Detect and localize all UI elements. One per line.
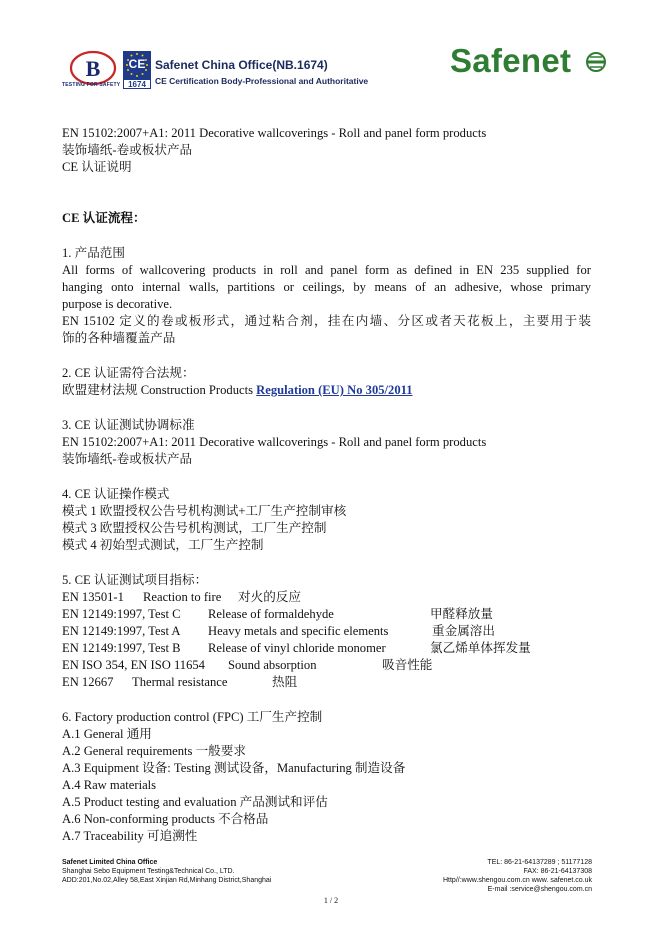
s4-mode: 模式 4 初始型式测试，工厂生产控制 — [62, 538, 264, 552]
s1-p1-line3: purpose is decorative. — [62, 297, 173, 311]
footer-email[interactable]: E-mail :service@shengou.com.cn — [487, 886, 592, 893]
test-name-cn: 对火的反应 — [238, 590, 301, 604]
test-standard: EN 12149:1997, Test C — [62, 607, 181, 621]
fpc-item: A.7 Traceability 可追溯性 — [62, 829, 198, 843]
test-name: Heavy metals and specific elements — [208, 624, 389, 638]
s3-line-2: 装饰墙纸-卷或板状产品 — [62, 452, 193, 466]
fpc-item: A.5 Product testing and evaluation 产品测试和评估 — [62, 795, 328, 809]
footer-address: ADD:201,No.02,Alley 58,East Xinjian Rd,Minhang District,Shanghai — [62, 877, 272, 884]
test-standard: EN 12149:1997, Test A — [62, 624, 181, 638]
fpc-item: A.6 Non-conforming products 不合格品 — [62, 812, 269, 826]
test-standard: EN 13501-1 — [62, 590, 124, 604]
s2-regulation-line — [62, 382, 413, 399]
fpc-item: A.4 Raw materials — [62, 778, 157, 792]
b-logo-text: TESTING FOR SAFETY — [62, 82, 121, 88]
footer-websites[interactable]: Http//:www.shengou.com.cn www. safenet.co.uk — [442, 877, 592, 884]
fpc-item: A.1 General 通用 — [62, 727, 152, 741]
test-name-cn: 吸音性能 — [382, 658, 433, 672]
s6-heading: 6. Factory production control (FPC) 工厂生产控制 — [62, 710, 323, 724]
s5-heading: 5. CE 认证测试项目指标： — [62, 573, 208, 587]
s2-heading: 2. CE 认证需符合法规： — [62, 366, 195, 380]
intro-line-2: 装饰墙纸-卷或板状产品 — [62, 143, 193, 157]
s4-mode: 模式 1 欧盟授权公告号机构测试+工厂生产控制审核 — [62, 504, 347, 518]
footer-fax: FAX: 86-21-64137308 — [523, 868, 592, 875]
office-title: Safenet China Office(NB.1674) — [155, 58, 328, 72]
s1-p2-line1: EN 15102 定义的卷或板形式，通过粘合剂，挂在内墙、分区或者天花板上，主要用于装 — [62, 314, 591, 328]
intro-line-1: EN 15102:2007+A1: 2011 Decorative wallcoverings - Roll and panel form products — [62, 126, 487, 140]
s4-mode: 模式 3 欧盟授权公告号机构测试，工厂生产控制 — [62, 521, 327, 535]
fpc-item: A.2 General requirements 一般要求 — [62, 744, 246, 758]
ce-number: 1674 — [123, 79, 151, 89]
intro-line-3: CE 认证说明 — [62, 160, 132, 174]
test-name-cn: 氯乙烯单体挥发量 — [430, 641, 531, 655]
test-name: Release of vinyl chloride monomer — [208, 641, 386, 655]
test-name-cn: 重金属溶出 — [432, 624, 495, 638]
ce-mark-text: CE — [128, 57, 146, 71]
footer-tel: TEL: 86-21-64137289 ; 51177128 — [487, 859, 592, 866]
test-name: Reaction to fire — [143, 590, 222, 604]
process-heading: CE 认证流程： — [62, 211, 146, 225]
test-name: Thermal resistance — [132, 675, 228, 689]
s2-regulation-text: 欧盟建材法规 Construction Products — [62, 383, 257, 397]
fpc-item: A.3 Equipment 设备: Testing 测试设备，Manufacturing 制造设备 — [62, 761, 406, 775]
s1-p1-line1: All forms of wallcovering products in roll and panel form as defined in EN 235 supplied for — [62, 263, 591, 277]
svg-text:B: B — [85, 56, 101, 81]
office-subtitle: CE Certification Body-Professional and Authoritative — [155, 76, 369, 86]
test-name: Release of formaldehyde — [208, 607, 334, 621]
safenet-globe-icon — [586, 52, 606, 72]
s1-heading: 1. 产品范围 — [62, 246, 125, 260]
ce-mark-logo — [123, 51, 151, 89]
regulation-link[interactable]: Regulation (EU) No 305/2011 — [256, 383, 413, 397]
test-standard: EN 12149:1997, Test B — [62, 641, 181, 655]
test-name: Sound absorption — [228, 658, 317, 672]
s4-heading: 4. CE 认证操作模式 — [62, 487, 170, 501]
s1-p1-line2: hanging onto internal walls, partitions or ceilings, by means of an adhesive, whose primary — [62, 280, 591, 294]
s3-heading: 3. CE 认证测试协调标准 — [62, 418, 195, 432]
footer-company: Safenet Limited China Office — [62, 859, 158, 866]
s3-line-1: EN 15102:2007+A1: 2011 Decorative wallcoverings - Roll and panel form products — [62, 435, 487, 449]
test-standard: EN 12667 — [62, 675, 114, 689]
test-name-cn: 热阻 — [272, 675, 298, 689]
footer-company-full: Shanghai Sebo Equipment Testing&Technical Co., LTD. — [62, 868, 235, 875]
page-number: 1 / 2 — [323, 896, 339, 905]
test-name-cn: 甲醛释放量 — [430, 607, 493, 621]
test-standard: EN ISO 354, EN ISO 11654 — [62, 658, 205, 672]
safenet-brand: Safenet — [450, 42, 572, 79]
s1-p2-line2: 饰的各种墙覆盖产品 — [62, 331, 176, 345]
